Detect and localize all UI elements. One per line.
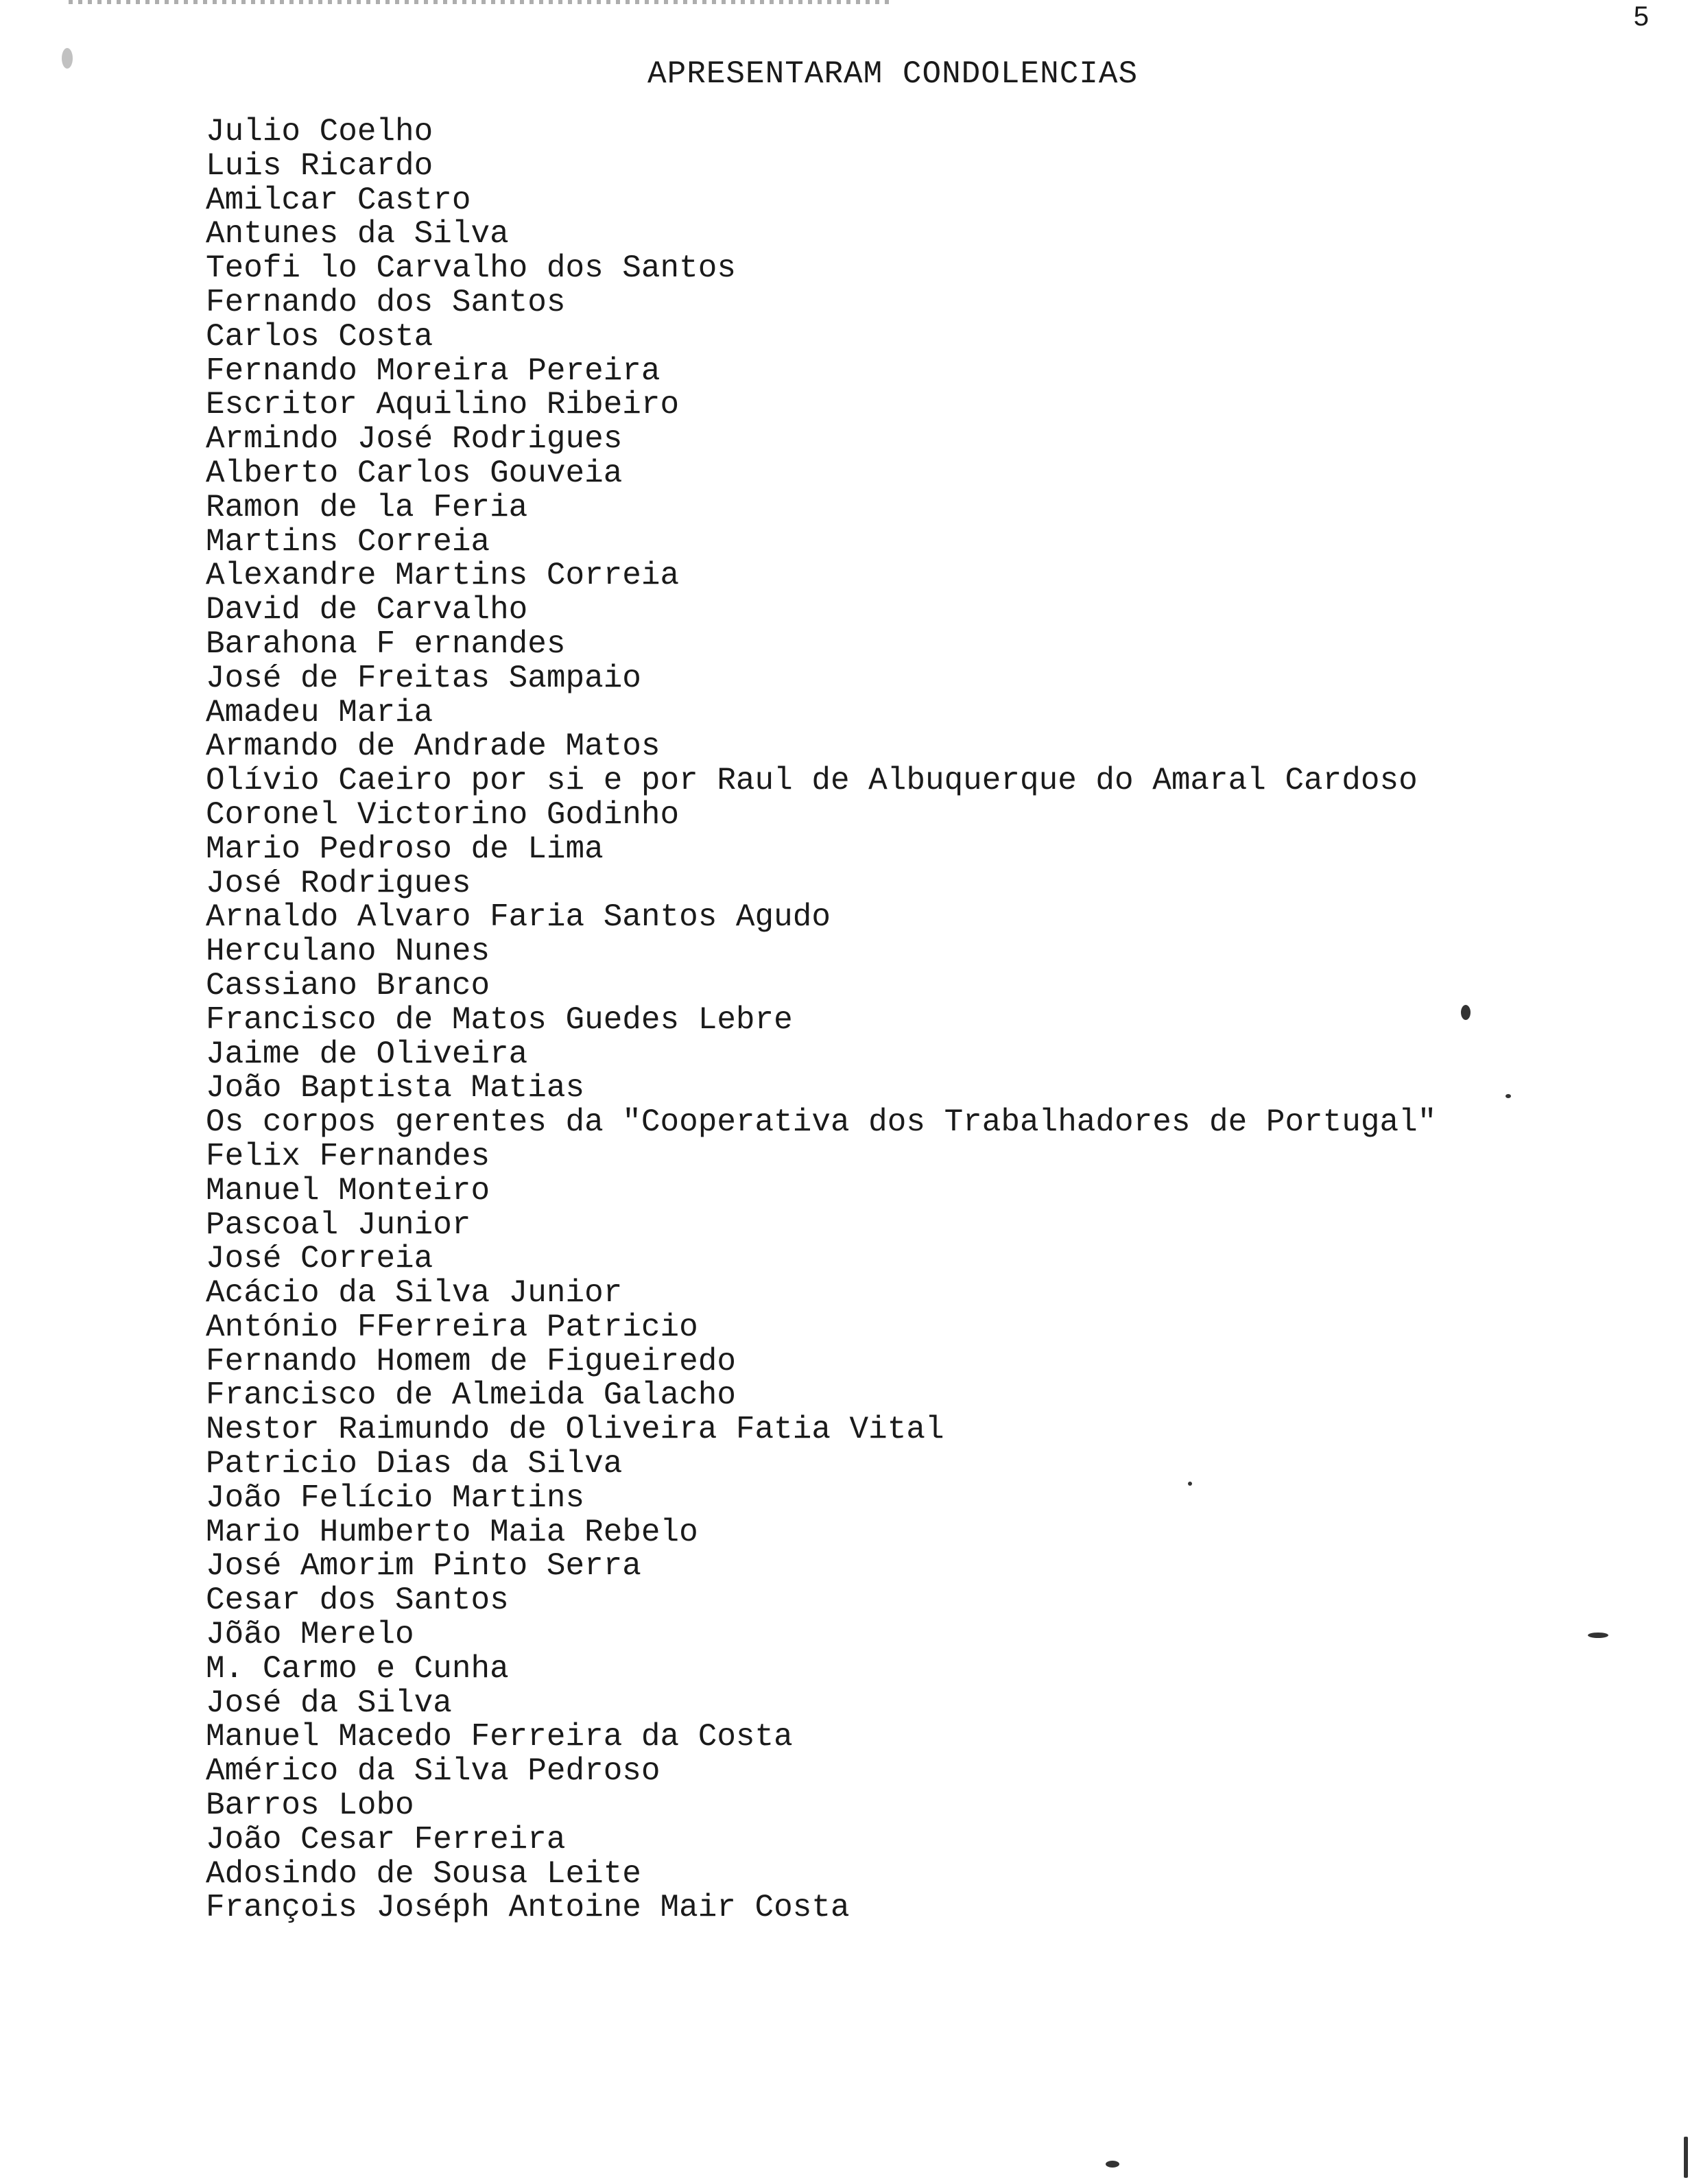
name-entry: Pascoal Junior: [206, 1207, 471, 1243]
scan-top-edge-artifact: [69, 0, 892, 4]
name-entry: Armando de Andrade Matos: [206, 728, 660, 765]
name-entry: Barros Lobo: [206, 1788, 414, 1824]
name-entry: José da Silva: [206, 1685, 452, 1721]
name-entry: António FFerreira Patricio: [206, 1309, 698, 1345]
name-entry: Herculano Nunes: [206, 934, 490, 970]
name-entry: Amilcar Castro: [206, 182, 471, 218]
name-entry: François Joséph Antoine Mair Costa: [206, 1890, 850, 1926]
name-entry: Amadeu Maria: [206, 694, 433, 731]
page-title: APRESENTARAM CONDOLENCIAS: [647, 56, 1139, 92]
name-entry: Patricio Dias da Silva: [206, 1446, 623, 1482]
name-entry: Francisco de Almeida Galacho: [206, 1377, 736, 1414]
name-entry: Jaime de Oliveira: [206, 1036, 528, 1072]
name-entry: Escritor Aquilino Ribeiro: [206, 387, 680, 423]
name-entry: Jõão Merelo: [206, 1617, 414, 1653]
name-entry: Acácio da Silva Junior: [206, 1275, 623, 1311]
scan-speck: [1188, 1482, 1192, 1486]
name-entry: Américo da Silva Pedroso: [206, 1753, 660, 1790]
name-entry: Manuel Monteiro: [206, 1172, 490, 1209]
scan-speck: [1461, 1005, 1471, 1020]
name-entry: Fernando dos Santos: [206, 284, 566, 320]
name-entry: Manuel Macedo Ferreira da Costa: [206, 1719, 793, 1755]
name-entry: Barahona F ernandes: [206, 626, 566, 662]
name-entry: José Amorim Pinto Serra: [206, 1548, 641, 1584]
scan-speck: [62, 48, 73, 69]
name-entry: Alberto Carlos Gouveia: [206, 455, 623, 491]
name-entry: Felix Fernandes: [206, 1138, 490, 1174]
name-entry: João Baptista Matias: [206, 1070, 585, 1106]
name-entry: Julio Coelho: [206, 114, 433, 150]
scan-speck: [1684, 2137, 1688, 2178]
name-entry: João Cesar Ferreira: [206, 1821, 566, 1857]
name-entry: Carlos Costa: [206, 318, 433, 355]
name-entry: João Felício Martins: [206, 1480, 585, 1516]
name-entry: Mario Pedroso de Lima: [206, 831, 604, 867]
name-entry: José Correia: [206, 1241, 433, 1277]
name-entry: Os corpos gerentes da "Cooperativa dos Trabalhadores de Portugal": [206, 1104, 1437, 1141]
name-entry: Luis Ricardo: [206, 147, 433, 184]
name-entry: Cassiano Branco: [206, 967, 490, 1004]
name-entry: Cesar dos Santos: [206, 1582, 509, 1619]
name-entry: Olívio Caeiro por si e por Raul de Albuquerque do Amaral Cardoso: [206, 763, 1418, 799]
page-number: 5: [1633, 1, 1649, 32]
scan-speck: [1505, 1094, 1511, 1098]
name-entry: Martins Correia: [206, 523, 490, 560]
name-entry: David de Carvalho: [206, 592, 528, 628]
name-entry: José de Freitas Sampaio: [206, 660, 641, 696]
condolence-names-list: [206, 115, 1436, 1925]
name-entry: Adosindo de Sousa Leite: [206, 1855, 641, 1892]
name-entry: Fernando Homem de Figueiredo: [206, 1343, 736, 1379]
name-entry: Antunes da Silva: [206, 216, 509, 252]
name-entry: Teofi lo Carvalho dos Santos: [206, 250, 736, 287]
name-entry: Francisco de Matos Guedes Lebre: [206, 1001, 793, 1038]
name-entry: Ramon de la Feria: [206, 489, 528, 525]
name-entry: M. Carmo e Cunha: [206, 1650, 509, 1687]
scan-speck: [1588, 1633, 1608, 1638]
scan-speck: [1106, 2161, 1119, 2168]
name-entry: Fernando Moreira Pereira: [206, 353, 660, 389]
name-entry: Armindo José Rodrigues: [206, 421, 623, 458]
name-entry: Nestor Raimundo de Oliveira Fatia Vital: [206, 1412, 944, 1448]
name-entry: Coronel Victorino Godinho: [206, 796, 680, 833]
name-entry: Mario Humberto Maia Rebelo: [206, 1514, 698, 1550]
name-entry: Arnaldo Alvaro Faria Santos Agudo: [206, 899, 831, 936]
name-entry: Alexandre Martins Correia: [206, 558, 680, 594]
name-entry: José Rodrigues: [206, 865, 471, 901]
